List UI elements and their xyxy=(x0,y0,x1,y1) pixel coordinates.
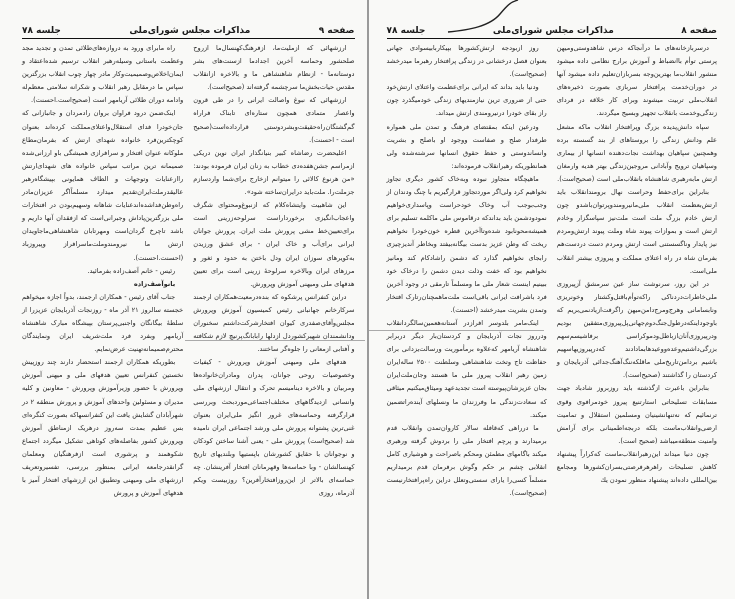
column-divider-rule xyxy=(369,330,544,331)
paragraph: جناب آقای رئیس - همکاران ارجمند، بدواً اجازه میخواهم خجسته سالروز ۲۱ آذر ماه - روزنجات آذربایجان عزیزرا از سلطهٔ بیگانگان واجنبی‌پرستان بپیشگاه مبارک شاهنشاه آریامهر وبفرد فرد ملت‌شریف ایران ونمایندگان محترم‌صمیمانه‌تهنیت عرض‌نمایم. xyxy=(22,292,184,354)
speaker-line: رئیس - خانم آصف‌زاده بفرمائید. xyxy=(87,266,176,275)
paragraph: درسربازخانه‌های ما درآنجاکه درس شاهدوستی‌ومیهن پرستی توأم باانضباط و آموزش برارج نظامی داده میشود منشور انقلاب‌ما بهترین‌وجه بسربازان‌تعلیم داده میشود آنها در دوران‌خدمت پرافتخار سربازی بصورت ذخیره‌های انقلاب‌ملی تربیت میشوند وبرای کار خلاقه در فردای زندگی‌وخدمت بانقلاب تجهیز وبسیج میگردند. xyxy=(556,44,717,118)
handwritten-pen-stroke xyxy=(440,0,540,35)
paragraph: ارزشهائی که نبوغ واصالت ایرانی را در طی قرون واعصار متمادی همچون ستاره‌ای تابناک فراراه گم‌گشتگان‌راه‌حقیقت‌وبشردوستی قرارداده‌است(صحیح است - احسنت). xyxy=(193,96,355,144)
paragraph: بطوریکه همکاران ارجمند استحضار دارند چند روزپیش نخستین کنفرانس تعیین هدفهای ملی و میهنی آموزش وپرورش با حضور وزیرآموزش وپرورش - معاونین و کلیه مدیران و مسئولین واحدهای آموزش و پرورش منطقه ۲ در شهرآبادان گشایش یافت این کنفرانسهاکه بصورت کنگره‌ای بس عظیم بمدت سه‌روز درهریک ازمناطق آموزش وپرورش کشور بفاصله‌های کوتاهی تشکیل میگردد اجتماع شکوهمند و پرشوری است ازفرهنگیان ومعلمان گرانقدرجامعه ایرانی بمنظور بررسی، تفسیروتعریف ارزشهای ملی ومیهنی وتطبیق این ارزشهای افتخار آمیز با هدفهای آموزش و پرورش xyxy=(22,358,184,498)
paragraph: دراین کنفرانس پرشکوه که بنده‌درمعیت‌همکاران ارجمند سرکارخانم جهانبانی رئیس کمیسیون آموزش وپرورش مجلس‌وآقای‌صفدری کیوان افتخارشرکت‌داشتم سخنوران ودانشمندان شهیرکشوردل ازدلها رابابانگ‌پرنیچ لازم شکافته و آفتابی ازمعانی را جلوه‌گر ساختند. xyxy=(193,292,355,354)
text-columns xyxy=(22,42,355,579)
text-column-left xyxy=(387,42,547,579)
text-column-right xyxy=(557,42,717,579)
paragraph: ماهیچگاه متجاوز نبوده وبه‌خاک کشور دیگری تجاوز نخواهیم کرد ولی‌اگر موردتجاوز قرارگیریم با چنگ ودندان از وجب‌بوجب آب وخاک خودحراست وپاسداری‌خواهیم نمودودشمن باید بداندکه درقاموس ملی ماکلمه تسلیم برای همیشه‌محونابود شده‌وتاآخرین قطره خون‌خودرا نخواهیم ریخت که وطن عزیز بدست بیگانه‌بیفتد وبخاطر آندیزچیزی رابجای نخواهیم گذارد که دشمن راشادکام کند ومانیز نخواهیم بود که خفت وذلت دیدن دشمن را درخاک خود ببینیم اینست شعار ملی ما ومسلماً تارمقی در وجود آخرین فرد باشرافت ایرانی باقی‌است ملت‌ماهمچنان‌رتارک افتخار وتمدن بشریت میدرخشد (احسنت). xyxy=(386,174,547,314)
session-number: جلسه ۷۸ xyxy=(22,26,61,36)
paragraph: روز ازبودجه ارتش‌کشورها بپیکاربابیسوادی جهانی بعنوان فصل درخشانی در زندگی پرافتخار رهبرما میدرخشد (صحیح‌است). xyxy=(386,44,547,79)
paragraph: ارزشهائی که ازملیت‌ما، ازفرهنگ‌کهنسال‌ما ازروح صلحشور وحماسه آخرین اجدادما ازسنت‌های بشر دوستانه‌ما - ازنظام شاهنشاهی ما و بالاخره ازانقلاب مقدس حیات‌بخش‌ما سرچشمه گرفته‌اند (صحیح‌است). xyxy=(193,44,355,92)
page-left xyxy=(0,0,367,599)
page-right xyxy=(367,0,735,599)
paragraph: اینک‌مامر بلدوسر افرازدر آستانه‌هعمین‌سالگرد‌انقلاب ودرروز نجات آذربایجان و کردستان‌بار دیگر دربرابر شاهنشاه آریامهر که‌علاوه برمأموریت ورسالت‌یزدانی برای حفاظت تاج وتخت شاهنشاهی وسلطنت ۲۵۰۰ ساله‌ایران زمین رهبر انقلاب پیروز ملی ما هستند وجان‌ملت‌ایران بجان عزیزشان‌پیوسته است تجدیدعهد ومیثاق‌میکنیم میثاقی که سعادت‌زندگی ما وفرزندان ما ونسلهای آینده‌راتضمین میکند. xyxy=(386,318,547,419)
page-header xyxy=(387,22,718,39)
paragraph: اعلیحضرت رضاشاه کبیر بنیانگذار ایران نوین دریکی ازمراسم جشن‌هفده‌دی خطاب به زنان ایران فرموده بودند: «من هرنوع کالائی را میتوانم ازخارج برای‌شما وارد‌سازم جزملت‌را. ملت‌باید درایران‌ساخته شود». xyxy=(193,148,355,197)
page-header xyxy=(22,22,355,39)
paragraph: ودرعین اینکه بمقتضای فرهنگ و تمدن ملی همواره طرفدار صلح و صفاست ووجود او باصلح و بشریت وانساندوستی و حفظ حقوق انسانها سرشته‌شده ولی همانطوریکه رهبرانقلاب فرموده‌اند: xyxy=(386,122,547,170)
speaker-name: بانوآصف‌زاده xyxy=(133,279,176,288)
paragraph: ودنیا باید بداند که ایرانی برای‌عظمت واعتلای ارتش‌خود حتی از ضروری ترین نیازمندیهای زندگی خودمیگذرد چون راز بقای خودرا درنیرومندی ارتش میداند. xyxy=(386,83,547,118)
paragraph: بنابراین برای‌حفظ وحراست نهال برومندانقلاب باید ارتش‌بعظمت انقلاب ملی‌مانیرومندوپرتوان‌باشدو چون ارتش خادم بزرگ ملت است ملت‌نیز سپاسگزار وخادم ارتش است و بموازات پیوند شاه وملت پیوند ارتش‌ومردم نیز پایدار وناگسستنی است ارتش ومردم دست دردست‌هم بفرمان شاه در راه اعتلای مملکت و پیروزی بیشتر انقلاب ملی‌است. xyxy=(556,188,717,275)
paragraph: سپاه دانش‌پدیده بزرگ وپرافتخار انقلاب ماکه مشعل علم ودانش زندگی را بروستاهای از بند گسسته برده وهمچنین سپاهیان بهداشت نجات‌دهنده انسانها از بیماری وسپاهیان ترویج وآبادانی مروجین‌زندگی بهتر هدیه وارمغان ارتش مابه‌رهبری شاهنشاه بانقلاب‌ملی است (صحیح‌است). xyxy=(556,122,717,183)
text-column-right xyxy=(193,42,354,579)
paragraph: چون دنیا میداند این‌رهبرانقلاب‌ماست که‌کراراً پیشنهاد کاهش تسلیحات راهرهرفرصتی‌بسران‌کشورها ومجامع بین‌المللی داده‌اند پیشنهاد منظور نمودن یك xyxy=(556,449,717,485)
text-columns xyxy=(387,42,718,579)
page-number: صفحه ۹ xyxy=(318,26,355,36)
paragraph: ما درراهی که‌قافله سالار کاروان‌تمدن وانقلاب قدم برمیدارند و پرچم افتخار ملی را بردوش گرفته ورهبری میکند باگامهای مطمئن ومحکم باصراحت و هوشیاری کامل انقلابی چشم بر حکم وگوش برفرمان قدم برمیداریم مسلماً کسی‌را یارای سستی‌وتعلل دراین راه‌پرافتخارنیست (صحیح‌است). xyxy=(386,423,547,498)
running-title: مذاکرات مجلس شورای‌ملی xyxy=(129,26,251,36)
session-number: جلسه ۷۸ xyxy=(386,26,426,36)
running-title: مذاکرات مجلس شورای‌ملی xyxy=(492,26,614,36)
text-column-left xyxy=(22,42,183,579)
column-divider-rule xyxy=(185,340,365,341)
paragraph: بنابراین باعبرت ازگذشته باید روزبروز شادباد جهت مسابقات تسلیحاتی استارتنیع پیروز خودمرافوی وقوی ترنمائیم که نه‌تنهانشینیان ومسلمین استقلال و تمامیت ارضی‌وانقلاب‌ماست بلکه دربجه‌اطمینانی برای آرامش وامنیت منطقه‌میباشد (صحیح است). xyxy=(556,384,717,445)
paragraph: این شاهبیت وایتشاه‌کلام که ازنبوغ‌ومحتوای شگرف واعجاب‌انگیزی برخوردار‌است سرلوحه‌زرینی است برای‌تعیین‌خط مشی پرورش ملت ایران. پرورش جوانان ایرانی برای‌آب و خاک ایران - برای عشق ورزیدن به‌کویرهای سوزان ایران ودل باختن به حدود و ثغور و مرزهای ایران وبالاخره سرلوحهٔ زرینی است برای تعیین هدفهای ملی ومیهنی آموزش وپرورش. xyxy=(193,201,355,288)
paragraph: اینک‌ضمن درود فراوان بروان رادمردان و جانبازانی که جان‌خودرا فدای استقلال‌واعتلای‌مملکت کرده‌اند بعنوان کوچکترین‌فرد خانواده شهدای ارتش که بفرمان‌مطاع ملوکانه عنوان افتخار و سرافرازی همیشگی باو ارزانی‌شده صمیمانه ترین مراتب سپاس خانواده های شهدای‌ارتش راازعنایات وتوجهات و الطاف همایونی بپیشگاه‌رهبر عالیقدرملت‌ایران‌تقدیم میدارد مسلماً‌اگر عزیزان‌مادر راه‌وطن‌فداشده‌اندعنایات شاهانه وسهیم‌بودن در افتخارات ملی بزرگترین‌پاداش وجبرانی‌است که ازفقدان آنها داریم و باشد تاچرخ گردان‌است ومهرتابان شاهنشاهی‌ماجاویدان ارتش ما نیرومند‌وملت‌ماسرافراز وپیروزباد (احسنت.احسنت). xyxy=(22,109,184,262)
paragraph: راه مابرای ورود به دروازه‌های‌طلائی تمدن و تجدید مجد وعظمت باستانی وسیله‌رهبر انقلاب ترسیم شده‌اعتقاد و ایمان‌اخلاص‌وصمیمیت‌وکار مادر چهار چوب انقلاب بزرگترین سپاس ما درمقابل رهبر انقلاب و شکرانه سلامتی معظم‌له وادامه دوران طلائی آریامهر است (صحیح‌است.احسنت). xyxy=(22,44,184,105)
paragraph: هدفهای ملی ومیهنی آموزش وپرورش - کیفیات وخصوصیات روحی جوانان، پدران ومادران‌خانواده‌ها ومربیان و بالاخره دینامیسم تحرک و انتقال ارزشهای ملی وانسانی ازدیدگاههای مختلف‌اجتماعی‌موردبحث وبررسی قرارگرفته وحماسه‌های غرور انگیز ملی‌ایران بعنوان غنی‌ترین پشتوانه پرورش ملی ورشد اجتماعی ایران نامیده شد (صحیح‌است) پرورش ملی - یعنی آشنا ساختن کودکان و نوجوانان با حقایق کشورشان باپستیها وبلندیهای تاریخ کهنسالشان - وبا حماسه‌ها وقهرمانان افتخار آفرینشان. چه حماسه‌ای بالاتر از این‌روز‌افتخارآفرین؟ روزبیست ویکم آذرماه، روزی xyxy=(193,358,355,498)
paragraph: در این روز، سرنوشت ساز عین سرمشق آزپیروزی ملی‌خاطرات‌دردناکی راکه‌توأم‌باقتل‌وکشتار وخونریزی ونابسامانی وهرج‌ومرج‌دامن‌میهن راگرفت‌ازیادنمی‌بریم که باوجوداینکه‌درطول‌جنگ‌دوم‌جهانی‌پل‌پیروزی‌متفقین بودیم ودرپیروزی‌آنان‌ازباطل‌ودموکراسی برفاشیسم‌سهم بزرگی‌داشتیم‌وعده‌ووعیدها‌بمادادند که‌درپیروزیها‌سهیم باشیم بردامن‌تاریخ‌ملی ماقلکه‌ننگ‌آهنگ‌جدائی آذربایجان و کردستان را گذاشتند (صحیح‌است). xyxy=(556,279,717,380)
page-number: صفحه ۸ xyxy=(681,26,717,36)
